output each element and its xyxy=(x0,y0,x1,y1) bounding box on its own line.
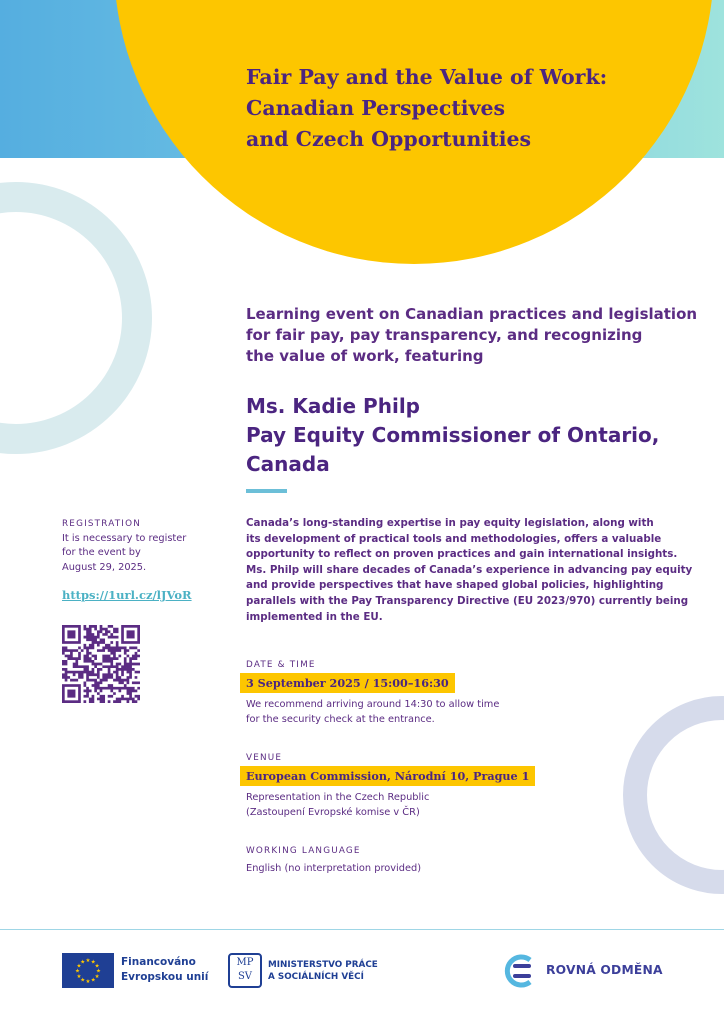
svg-text:★: ★ xyxy=(75,968,80,975)
subtitle-line-2: for fair pay, pay transparency, and recognizing xyxy=(246,326,643,344)
eu-flag-icon xyxy=(62,953,114,988)
venue-note xyxy=(246,791,429,820)
description-line: parallels with the Pay Transparency Directive (EU 2023/970) currently being xyxy=(246,594,689,607)
svg-text:★: ★ xyxy=(90,959,96,966)
rovna-odmena-text: ROVNÁ ODMĚNA xyxy=(546,963,663,977)
svg-text:★: ★ xyxy=(85,979,91,985)
speaker-role: Pay Equity Commissioner of Ontario, xyxy=(246,423,660,447)
page-title xyxy=(246,62,666,155)
date-time-label: DATE & TIME xyxy=(246,660,316,670)
language-value: English (no interpretation provided) xyxy=(246,863,422,874)
title-line-3: and Czech Opportunities xyxy=(246,127,532,151)
svg-text:★: ★ xyxy=(76,963,82,970)
date-time-note-line-2: for the security check at the entrance. xyxy=(246,713,435,725)
speaker-name: Ms. Kadie Philp xyxy=(246,394,420,418)
description-line: Ms. Philp will share decades of Canada’s experience in advancing pay equity xyxy=(246,563,693,576)
speaker-country: Canada xyxy=(246,452,330,476)
svg-text:★: ★ xyxy=(96,968,101,975)
venue-note-line-1: Representation in the Czech Republic xyxy=(246,792,430,803)
registration-line-3: August 29, 2025. xyxy=(62,561,147,573)
description-line: implemented in the EU. xyxy=(246,610,383,623)
svg-text:★: ★ xyxy=(80,959,86,966)
venue-label: VENUE xyxy=(246,753,283,763)
description-line: Canada’s long-standing expertise in pay equity legislation, along with xyxy=(246,517,654,529)
mpsv-line-1: MINISTERSTVO PRÁCE xyxy=(268,960,378,970)
right-ring-decoration xyxy=(623,696,724,894)
description-line: opportunity to reflect on proven practices and gain international insights. xyxy=(246,548,678,561)
venue-note-line-2: (Zastoupení Evropské komise v ČR) xyxy=(246,806,420,818)
language-label: WORKING LANGUAGE xyxy=(246,846,361,856)
subtitle-line-1: Learning event on Canadian practices and legislation xyxy=(246,305,698,323)
eu-funding-text xyxy=(121,955,208,984)
mpsv-text xyxy=(268,959,378,983)
registration-line-1: It is necessary to register xyxy=(62,533,187,544)
eu-line-1: Financováno xyxy=(121,956,196,968)
venue-value: European Commission, Národní 10, Prague 1 xyxy=(240,766,535,786)
rovna-odmena-logo-icon xyxy=(504,954,540,988)
title-line-2: Canadian Perspectives xyxy=(246,96,506,120)
registration-line-2: for the event by xyxy=(62,547,141,559)
svg-text:★: ★ xyxy=(94,963,100,970)
svg-text:★: ★ xyxy=(76,973,82,980)
event-subtitle xyxy=(246,304,698,367)
title-line-1: Fair Pay and the Value of Work: xyxy=(246,65,608,89)
mpsv-logo-line-2: SV xyxy=(237,971,253,982)
svg-text:★: ★ xyxy=(85,958,91,964)
left-ring-decoration xyxy=(0,182,152,454)
event-description xyxy=(246,516,696,625)
mpsv-line-2: A SOCIÁLNÍCH VĚCÍ xyxy=(268,972,364,982)
date-time-note xyxy=(246,698,499,727)
date-time-value: 3 September 2025 / 15:00–16:30 xyxy=(240,673,455,693)
svg-text:★: ★ xyxy=(90,977,96,984)
subtitle-line-3: the value of work, featuring xyxy=(246,347,484,365)
svg-text:★: ★ xyxy=(94,973,100,980)
eu-line-2: Evropskou unií xyxy=(121,970,209,983)
registration-text xyxy=(62,532,186,575)
description-line: its development of practical tools and methodologies, offers a valuable xyxy=(246,532,662,545)
registration-link[interactable]: https://1url.cz/lJVoR xyxy=(62,588,192,602)
description-line: and provide perspectives that have shaped global policies, highlighting xyxy=(246,579,664,592)
accent-divider xyxy=(246,489,287,493)
mpsv-logo-line-1: MP xyxy=(236,957,254,968)
qr-code-icon[interactable] xyxy=(62,625,140,703)
registration-label: REGISTRATION xyxy=(62,519,142,529)
mpsv-logo-icon xyxy=(228,953,262,988)
svg-text:★: ★ xyxy=(80,977,86,984)
footer-divider xyxy=(0,929,724,930)
date-time-note-line-1: We recommend arriving around 14:30 to allow time xyxy=(246,699,500,710)
speaker-block xyxy=(246,392,686,479)
